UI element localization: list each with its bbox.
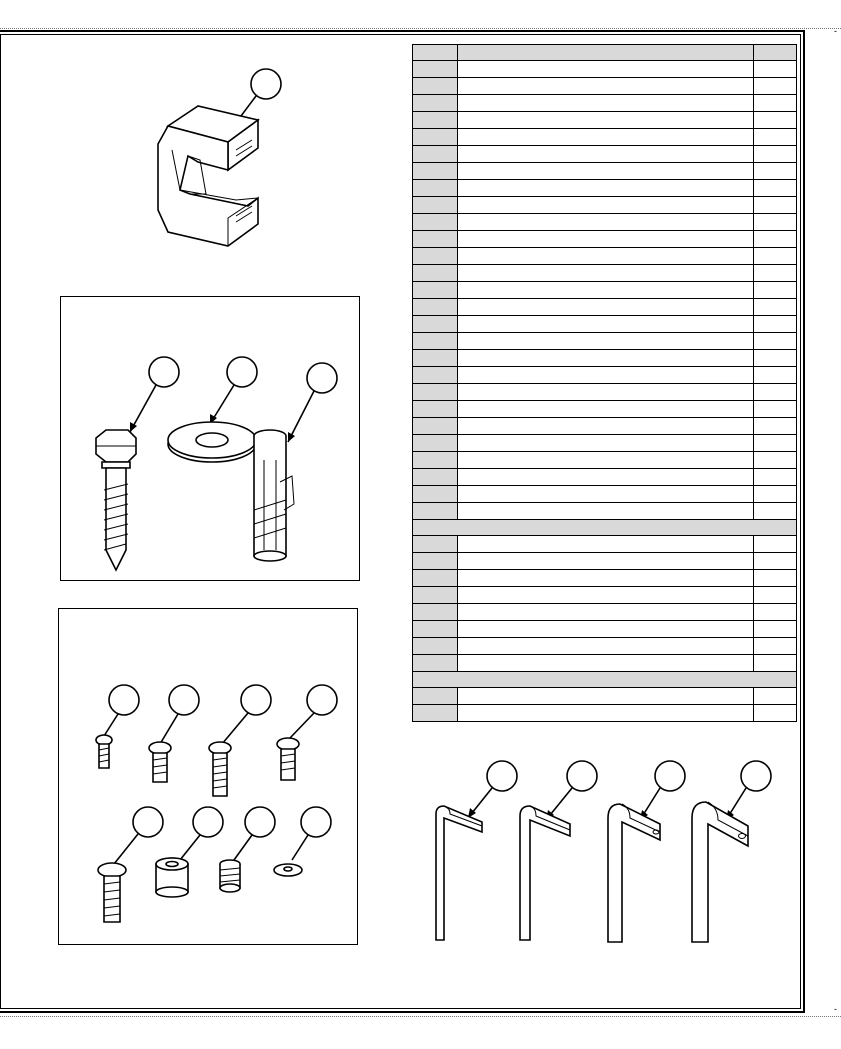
table-row xyxy=(413,95,797,112)
table-cell xyxy=(754,469,797,486)
table-cell xyxy=(458,163,754,180)
table-cell xyxy=(458,282,754,299)
table-cell xyxy=(458,265,754,282)
table-cell xyxy=(754,435,797,452)
callout-screw-a xyxy=(109,685,139,715)
table-cell xyxy=(754,163,797,180)
table-cell xyxy=(754,384,797,401)
table-cell xyxy=(413,503,458,520)
table-cell xyxy=(413,384,458,401)
table-cell xyxy=(458,197,754,214)
table-cell xyxy=(413,299,458,316)
hex-key-1 xyxy=(436,761,517,940)
table-cell xyxy=(754,265,797,282)
table-row xyxy=(413,197,797,214)
table-row xyxy=(413,536,797,553)
table-cell xyxy=(458,638,754,655)
table-cell xyxy=(754,180,797,197)
callout-clip xyxy=(251,69,281,99)
table-row xyxy=(413,570,797,587)
table-row xyxy=(413,350,797,367)
table-cell xyxy=(413,316,458,333)
table-cell xyxy=(413,163,458,180)
section-cell xyxy=(413,672,797,688)
table-cell xyxy=(458,469,754,486)
table-cell xyxy=(413,282,458,299)
table-cell xyxy=(458,248,754,265)
table-cell xyxy=(754,333,797,350)
table-cell xyxy=(413,469,458,486)
table-cell xyxy=(413,350,458,367)
table-cell xyxy=(754,248,797,265)
table-cell xyxy=(754,282,797,299)
table-cell xyxy=(754,688,797,705)
table-cell xyxy=(458,503,754,520)
table-cell xyxy=(458,231,754,248)
table-cell xyxy=(458,435,754,452)
table-cell xyxy=(458,78,754,95)
callout-screw-d xyxy=(307,685,337,715)
hex-key-2 xyxy=(520,761,597,940)
table-row xyxy=(413,231,797,248)
table-row xyxy=(413,316,797,333)
table-row xyxy=(413,299,797,316)
table-cell xyxy=(413,231,458,248)
table-row xyxy=(413,638,797,655)
table-row xyxy=(413,129,797,146)
table-cell xyxy=(754,78,797,95)
table-cell xyxy=(754,705,797,722)
table-row xyxy=(413,705,797,722)
table-cell xyxy=(754,553,797,570)
table-cell xyxy=(754,350,797,367)
table-cell xyxy=(754,655,797,672)
table-cell xyxy=(413,146,458,163)
table-cell xyxy=(754,503,797,520)
table-row xyxy=(413,146,797,163)
table-cell xyxy=(458,688,754,705)
callout-hex-key-3 xyxy=(655,761,685,791)
table-cell xyxy=(458,95,754,112)
table-row xyxy=(413,503,797,520)
table-section-row xyxy=(413,520,797,536)
table-row xyxy=(413,486,797,503)
table-row xyxy=(413,469,797,486)
table-cell xyxy=(458,553,754,570)
table-cell xyxy=(458,486,754,503)
table-row xyxy=(413,604,797,621)
table-cell xyxy=(458,214,754,231)
screw-c-illustration xyxy=(206,680,276,805)
table-cell xyxy=(754,61,797,78)
table-cell xyxy=(754,570,797,587)
table-row xyxy=(413,384,797,401)
table-cell xyxy=(754,452,797,469)
table-cell xyxy=(458,705,754,722)
table-cell xyxy=(458,452,754,469)
table-cell xyxy=(458,350,754,367)
callout-hex-key-2 xyxy=(567,761,597,791)
top-trim-line xyxy=(0,28,841,29)
header-cell xyxy=(413,45,458,61)
table-row xyxy=(413,688,797,705)
table-cell xyxy=(458,299,754,316)
table-cell xyxy=(413,214,458,231)
screw-a-illustration xyxy=(88,680,148,780)
table-cell xyxy=(754,316,797,333)
table-row xyxy=(413,655,797,672)
table-row xyxy=(413,163,797,180)
bottom-edge-mark: - xyxy=(834,1004,837,1014)
table-cell xyxy=(413,688,458,705)
table-cell xyxy=(754,638,797,655)
table-row xyxy=(413,367,797,384)
table-cell xyxy=(413,705,458,722)
screw-b-illustration xyxy=(148,680,208,790)
table-cell xyxy=(754,536,797,553)
callout-hex-key-4 xyxy=(741,761,771,791)
table-cell xyxy=(754,146,797,163)
table-cell xyxy=(413,265,458,282)
clip-illustration xyxy=(140,60,300,250)
table-cell xyxy=(458,112,754,129)
table-cell xyxy=(413,604,458,621)
table-cell xyxy=(754,486,797,503)
table-row xyxy=(413,553,797,570)
table-cell xyxy=(458,316,754,333)
table-header-row xyxy=(413,45,797,61)
header-cell xyxy=(754,45,797,61)
table-cell xyxy=(413,197,458,214)
table-cell xyxy=(754,214,797,231)
table-cell xyxy=(754,231,797,248)
hex-key-4 xyxy=(692,761,771,942)
table-cell xyxy=(754,95,797,112)
table-row xyxy=(413,180,797,197)
table-row xyxy=(413,435,797,452)
table-cell xyxy=(413,401,458,418)
table-cell xyxy=(458,367,754,384)
table-cell xyxy=(754,401,797,418)
table-row xyxy=(413,401,797,418)
parts-list-table xyxy=(412,44,797,722)
header-cell xyxy=(458,45,754,61)
table-cell xyxy=(413,655,458,672)
table-cell xyxy=(754,621,797,638)
screw-d-illustration xyxy=(274,680,344,790)
lag-bolt-illustration xyxy=(80,350,170,575)
table-cell xyxy=(754,129,797,146)
table-row xyxy=(413,452,797,469)
table-section-row xyxy=(413,672,797,688)
table-cell xyxy=(458,129,754,146)
table-cell xyxy=(413,78,458,95)
table-row xyxy=(413,265,797,282)
callout-small-washer xyxy=(301,807,331,837)
table-cell xyxy=(413,418,458,435)
callout-anchor xyxy=(307,363,337,393)
table-cell xyxy=(413,587,458,604)
table-cell xyxy=(458,384,754,401)
bottom-trim-line xyxy=(0,1016,841,1017)
table-cell xyxy=(413,95,458,112)
table-cell xyxy=(413,536,458,553)
table-row xyxy=(413,418,797,435)
table-cell xyxy=(754,112,797,129)
table-row xyxy=(413,587,797,604)
table-row xyxy=(413,78,797,95)
table-cell xyxy=(413,129,458,146)
table-row xyxy=(413,282,797,299)
table-cell xyxy=(458,655,754,672)
table-cell xyxy=(413,248,458,265)
table-cell xyxy=(413,180,458,197)
callout-screw-c xyxy=(241,685,271,715)
table-cell xyxy=(413,553,458,570)
table-cell xyxy=(458,146,754,163)
table-cell xyxy=(413,638,458,655)
table-cell xyxy=(754,197,797,214)
callout-hex-key-1 xyxy=(487,761,517,791)
table-row xyxy=(413,214,797,231)
hex-key-3 xyxy=(608,761,685,942)
table-cell xyxy=(754,604,797,621)
small-washer-illustration xyxy=(268,800,338,880)
table-row xyxy=(413,621,797,638)
table-cell xyxy=(413,621,458,638)
table-cell xyxy=(413,435,458,452)
hex-keys-illustration xyxy=(420,756,800,956)
table-cell xyxy=(413,333,458,350)
table-row xyxy=(413,333,797,350)
table-cell xyxy=(458,621,754,638)
table-cell xyxy=(458,61,754,78)
table-cell xyxy=(754,587,797,604)
table-cell xyxy=(458,180,754,197)
table-cell xyxy=(754,299,797,316)
table-row xyxy=(413,112,797,129)
table-cell xyxy=(458,536,754,553)
section-cell xyxy=(413,520,797,536)
top-edge-mark: - xyxy=(834,26,837,36)
table-cell xyxy=(413,61,458,78)
table-cell xyxy=(413,452,458,469)
table-cell xyxy=(413,570,458,587)
table-cell xyxy=(458,604,754,621)
table-row xyxy=(413,61,797,78)
callout-screw-b xyxy=(169,685,199,715)
table-cell xyxy=(413,112,458,129)
table-cell xyxy=(754,367,797,384)
table-cell xyxy=(458,401,754,418)
table-cell xyxy=(413,367,458,384)
table-cell xyxy=(754,418,797,435)
table-cell xyxy=(458,418,754,435)
table-cell xyxy=(458,333,754,350)
table-cell xyxy=(458,587,754,604)
table-cell xyxy=(413,486,458,503)
table-row xyxy=(413,248,797,265)
table-cell xyxy=(458,570,754,587)
wall-anchor-illustration xyxy=(240,360,350,570)
